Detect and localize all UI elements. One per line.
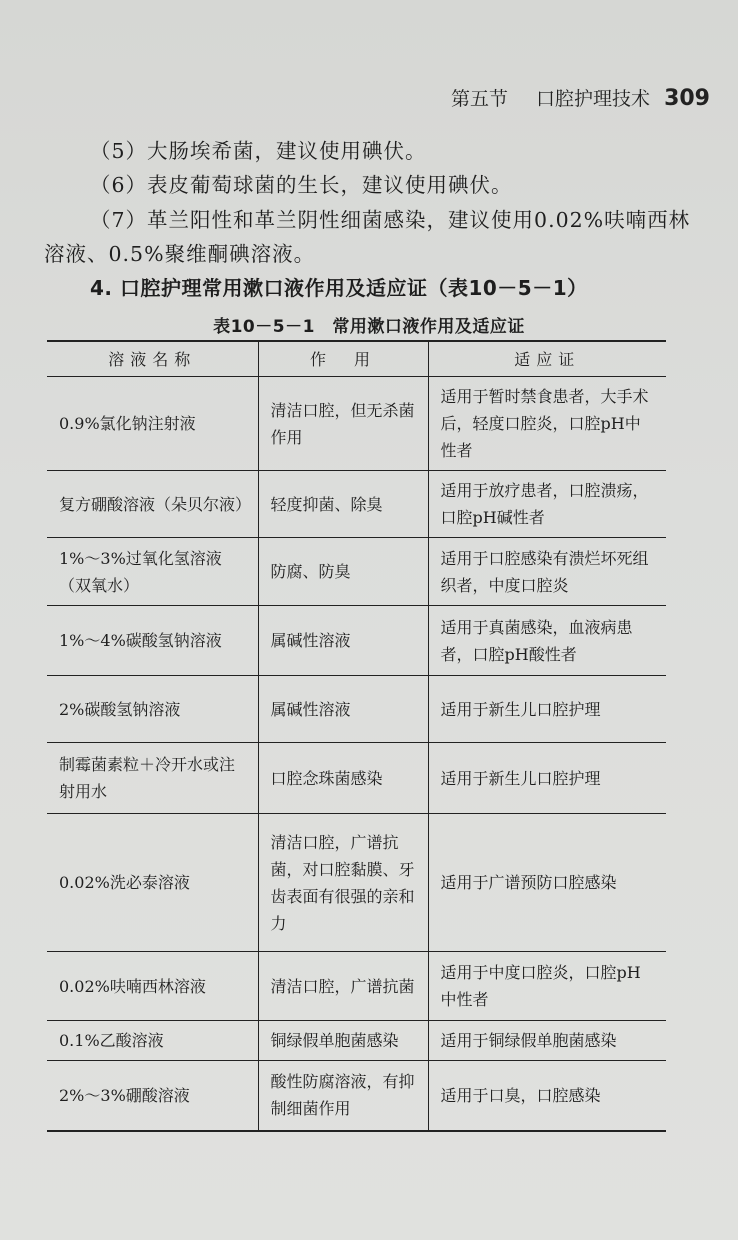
- indication-cell: 适用于铜绿假单胞菌感染: [428, 1021, 666, 1061]
- effect-cell: 防腐、防臭: [258, 538, 428, 606]
- mouthwash-table: [47, 340, 666, 1132]
- solution-name-cell: 1%～4%碳酸氢钠溶液: [47, 606, 258, 676]
- column-header: 溶液名称: [47, 341, 258, 377]
- effect-cell: 清洁口腔，广谱抗菌: [258, 952, 428, 1021]
- effect-cell: 属碱性溶液: [258, 676, 428, 743]
- effect-cell: 铜绿假单胞菌感染: [258, 1021, 428, 1061]
- solution-name-cell: 0.02%呋喃西林溶液: [47, 952, 258, 1021]
- solution-name-cell: 0.9%氯化钠注射液: [47, 377, 258, 471]
- section-heading: 4. 口腔护理常用漱口液作用及适应证（表10－5－1）: [90, 276, 588, 300]
- indication-cell: 适用于中度口腔炎，口腔pH中性者: [428, 952, 666, 1021]
- column-header: 适应证: [428, 341, 666, 377]
- solution-name-cell: 0.02%洗必泰溶液: [47, 814, 258, 952]
- table-row: [47, 814, 666, 952]
- running-header: [451, 84, 710, 111]
- indication-cell: 适用于暂时禁食患者，大手术后，轻度口腔炎，口腔pH中性者: [428, 377, 666, 471]
- table-row: [47, 743, 666, 814]
- paragraph: （5）大肠埃希菌，建议使用碘伏。: [90, 139, 427, 163]
- effect-cell: 清洁口腔，广谱抗菌，对口腔黏膜、牙齿表面有很强的亲和力: [258, 814, 428, 952]
- solution-name-cell: 0.1%乙酸溶液: [47, 1021, 258, 1061]
- header-section: 第五节: [450, 88, 508, 110]
- indication-cell: 适用于口腔感染有溃烂坏死组织者，中度口腔炎: [428, 538, 666, 606]
- table-caption: 表10－5－1 常用漱口液作用及适应证: [213, 317, 525, 337]
- solution-name-cell: 复方硼酸溶液（朵贝尔液）: [47, 471, 258, 538]
- indication-cell: 适用于口臭，口腔感染: [428, 1061, 666, 1131]
- header-title: 口腔护理技术: [536, 88, 651, 110]
- effect-cell: 轻度抑菌、除臭: [258, 471, 428, 538]
- table-row: [47, 1061, 666, 1131]
- table-row: [47, 676, 666, 743]
- table-header-row: [47, 341, 666, 377]
- indication-cell: 适用于新生儿口腔护理: [428, 676, 666, 743]
- effect-cell: 清洁口腔，但无杀菌作用: [258, 377, 428, 471]
- table-row: [47, 377, 666, 471]
- page-number: 309: [664, 86, 710, 111]
- table-row: [47, 538, 666, 606]
- solution-name-cell: 2%～3%硼酸溶液: [47, 1061, 258, 1131]
- effect-cell: 属碱性溶液: [258, 606, 428, 676]
- paragraph: （6）表皮葡萄球菌的生长，建议使用碘伏。: [90, 173, 513, 197]
- solution-name-cell: 制霉菌素粒＋冷开水或注射用水: [47, 743, 258, 814]
- table-row: [47, 952, 666, 1021]
- paragraph: （7）革兰阳性和革兰阴性细菌感染，建议使用0.02%呋喃西林溶液、0.5%聚维酮碘溶液。: [44, 208, 691, 266]
- solution-name-cell: 2%碳酸氢钠溶液: [47, 676, 258, 743]
- solution-name-cell: 1%～3%过氧化氢溶液（双氧水）: [47, 538, 258, 606]
- table-row: [47, 1021, 666, 1061]
- indication-cell: 适用于放疗患者，口腔溃疡，口腔pH碱性者: [428, 471, 666, 538]
- indication-cell: 适用于广谱预防口腔感染: [428, 814, 666, 952]
- table-row: [47, 606, 666, 676]
- effect-cell: 口腔念珠菌感染: [258, 743, 428, 814]
- table-row: [47, 471, 666, 538]
- indication-cell: 适用于真菌感染，血液病患者，口腔pH酸性者: [428, 606, 666, 676]
- effect-cell: 酸性防腐溶液，有抑制细菌作用: [258, 1061, 428, 1131]
- indication-cell: 适用于新生儿口腔护理: [428, 743, 666, 814]
- column-header: 作 用: [258, 341, 428, 377]
